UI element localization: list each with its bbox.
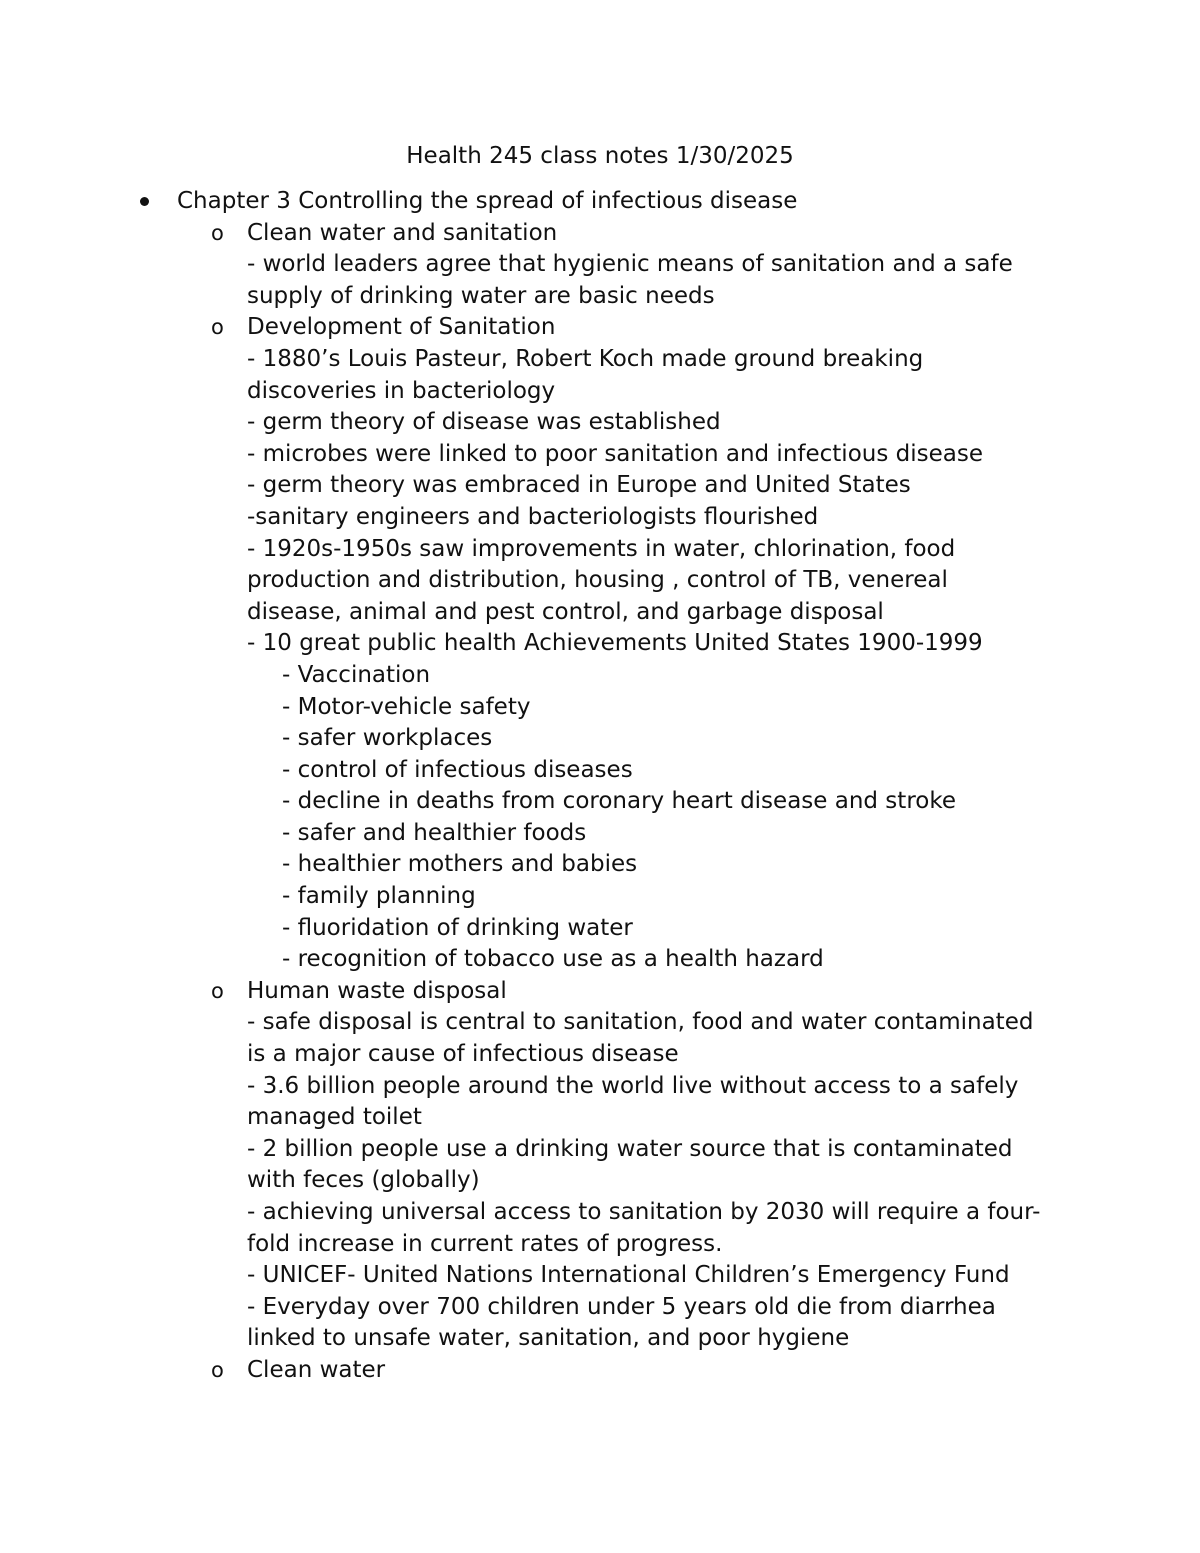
- achievement-item: - decline in deaths from coronary heart disease and stroke: [282, 788, 956, 815]
- section-heading: Human waste disposal: [247, 977, 507, 1004]
- note-line: - world leaders agree that hygienic means of sanitation and a safe: [247, 251, 1013, 278]
- note-line: -sanitary engineers and bacteriologists flourished: [247, 503, 819, 530]
- note-line: discoveries in bacteriology: [247, 377, 556, 404]
- note-line: linked to unsafe water, sanitation, and poor hygiene: [247, 1325, 850, 1352]
- note-line: - 10 great public health Achievements United States 1900-1999: [247, 630, 983, 657]
- note-line: - 2 billion people use a drinking water source that is contaminated: [247, 1135, 1013, 1162]
- sub-bullet-marker: o: [211, 220, 224, 245]
- note-line: supply of drinking water are basic needs: [247, 282, 715, 309]
- chapter-heading: Chapter 3 Controlling the spread of infectious disease: [177, 188, 798, 214]
- note-line: with feces (globally): [247, 1167, 480, 1194]
- note-line: fold increase in current rates of progress.: [247, 1230, 723, 1257]
- note-line: - 1880’s Louis Pasteur, Robert Koch made ground breaking: [247, 345, 924, 372]
- section-heading-row: [0, 1355, 1200, 1387]
- note-line: - 3.6 billion people around the world live without access to a safely: [247, 1072, 1019, 1099]
- sub-bullet-marker: o: [211, 978, 224, 1003]
- notes-body: [0, 186, 1200, 1387]
- note-line: - UNICEF- United Nations International Children’s Emergency Fund: [247, 1262, 1010, 1289]
- achievement-item: - fluoridation of drinking water: [282, 914, 633, 941]
- section-heading-row: [0, 312, 1200, 344]
- note-line: - germ theory of disease was established: [247, 409, 721, 436]
- achievement-item: - recognition of tobacco use as a health hazard: [282, 946, 824, 973]
- sub-bullet-marker: o: [211, 315, 224, 340]
- note-line: - 1920s-1950s saw improvements in water, chlorination, food: [247, 535, 956, 562]
- achievement-item: - safer workplaces: [282, 725, 493, 752]
- section-heading-row: [0, 976, 1200, 1008]
- achievement-item: - safer and healthier foods: [282, 819, 587, 846]
- note-line: - Everyday over 700 children under 5 years old die from diarrhea: [247, 1293, 996, 1320]
- bullet-dot-icon: [140, 197, 149, 206]
- achievement-item: - family planning: [282, 883, 476, 910]
- achievement-item: - healthier mothers and babies: [282, 851, 638, 878]
- note-line: - germ theory was embraced in Europe and United States: [247, 472, 911, 499]
- section-heading: Development of Sanitation: [247, 314, 556, 341]
- achievement-item: - Motor-vehicle safety: [282, 693, 531, 720]
- sub-bullet-marker: o: [211, 1357, 224, 1382]
- note-line: managed toilet: [247, 1104, 422, 1131]
- achievement-item: - control of infectious diseases: [282, 756, 633, 783]
- section-heading: Clean water: [247, 1356, 386, 1383]
- note-line: disease, animal and pest control, and garbage disposal: [247, 598, 884, 625]
- note-line: - safe disposal is central to sanitation, food and water contaminated: [247, 1009, 1034, 1036]
- note-line: - achieving universal access to sanitation by 2030 will require a four-: [247, 1199, 1041, 1225]
- document-title: Health 245 class notes 1/30/2025: [406, 143, 794, 169]
- section-heading: Clean water and sanitation: [247, 219, 558, 246]
- note-line: production and distribution, housing , control of TB, venereal: [247, 567, 948, 594]
- chapter-bullet: [0, 186, 1200, 218]
- note-line: is a major cause of infectious disease: [247, 1041, 679, 1068]
- achievement-item: - Vaccination: [282, 661, 431, 688]
- note-line: - microbes were linked to poor sanitation and infectious disease: [247, 440, 983, 467]
- section-heading-row: [0, 218, 1200, 250]
